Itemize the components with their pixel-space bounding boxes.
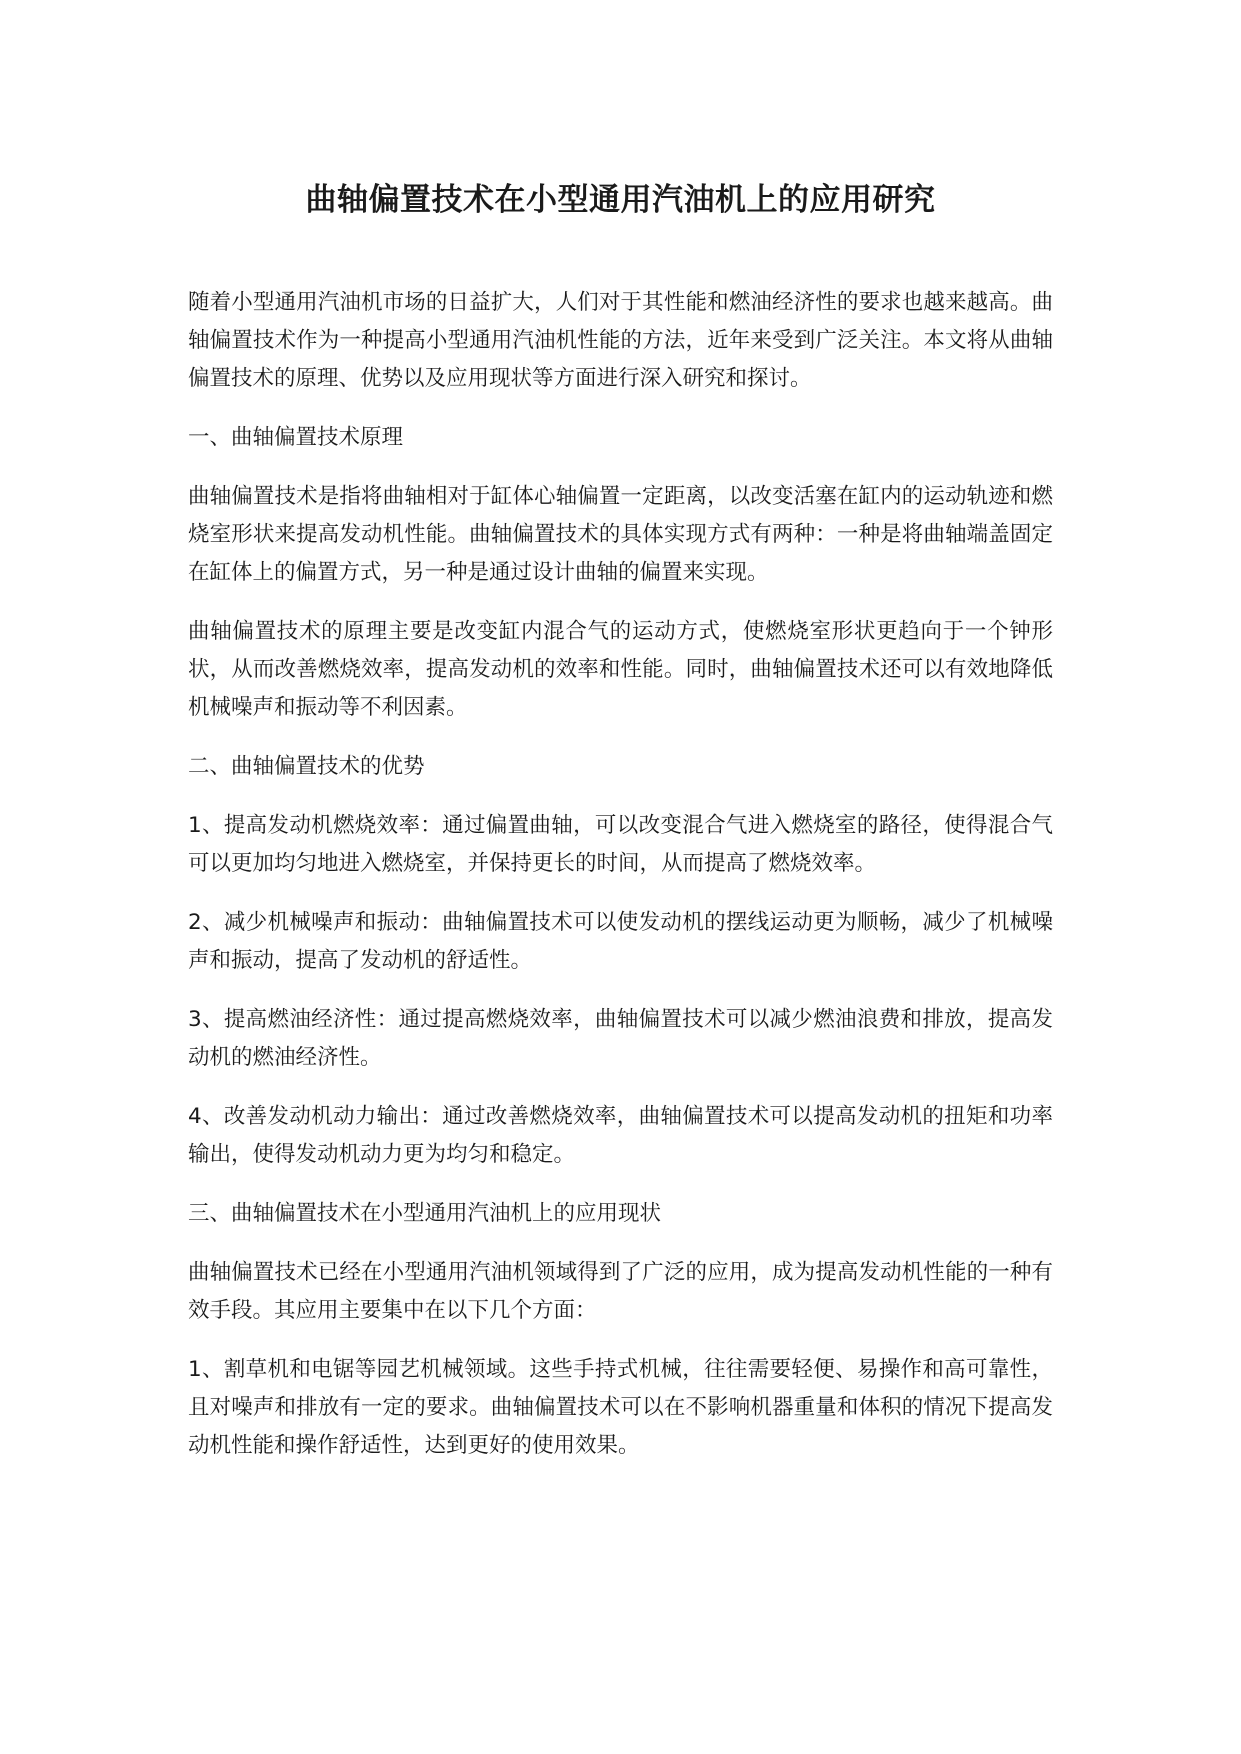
paragraph-principle-definition: 曲轴偏置技术是指将曲轴相对于缸体心轴偏置一定距离，以改变活塞在缸内的运动轨迹和燃烧室形状来提高发动机性能。曲轴偏置技术的具体实现方式有两种：一种是将曲轴端盖固定在缸体上的偏置方式，另一种是通过设计曲轴的偏置来实现。: [188, 484, 1053, 585]
paragraph-advantage-3: 3、提高燃油经济性：通过提高燃烧效率，曲轴偏置技术可以减少燃油浪费和排放，提高发动机的燃油经济性。: [188, 1007, 1053, 1070]
section-heading-application: 三、曲轴偏置技术在小型通用汽油机上的应用现状: [188, 1201, 662, 1226]
document-body: [188, 284, 1053, 1486]
paragraph-principle-mechanism: 曲轴偏置技术的原理主要是改变缸内混合气的运动方式，使燃烧室形状更趋向于一个钟形状，从而改善燃烧效率，提高发动机的效率和性能。同时，曲轴偏置技术还可以有效地降低机械噪声和振动等不利因素。: [188, 619, 1053, 720]
section-heading-advantages: 二、曲轴偏置技术的优势: [188, 754, 425, 779]
section-heading-principle: 一、曲轴偏置技术原理: [188, 425, 404, 450]
paragraph-advantage-2: 2、减少机械噪声和振动：曲轴偏置技术可以使发动机的摆线运动更为顺畅，减少了机械噪声和振动，提高了发动机的舒适性。: [188, 910, 1053, 973]
paragraph-advantage-4: 4、改善发动机动力输出：通过改善燃烧效率，曲轴偏置技术可以提高发动机的扭矩和功率输出，使得发动机动力更为均匀和稳定。: [188, 1104, 1053, 1167]
paragraph-application-1: 1、割草机和电锯等园艺机械领域。这些手持式机械，往往需要轻便、易操作和高可靠性，且对噪声和排放有一定的要求。曲轴偏置技术可以在不影响机器重量和体积的情况下提高发动机性能和操作舒适性，达到更好的使用效果。: [188, 1357, 1053, 1458]
page-title: 曲轴偏置技术在小型通用汽油机上的应用研究: [305, 182, 936, 218]
paragraph-intro: 随着小型通用汽油机市场的日益扩大，人们对于其性能和燃油经济性的要求也越来越高。曲轴偏置技术作为一种提高小型通用汽油机性能的方法，近年来受到广泛关注。本文将从曲轴偏置技术的原理、优势以及应用现状等方面进行深入研究和探讨。: [188, 290, 1053, 391]
paragraph-application-intro: 曲轴偏置技术已经在小型通用汽油机领域得到了广泛的应用，成为提高发动机性能的一种有效手段。其应用主要集中在以下几个方面：: [188, 1260, 1053, 1323]
paragraph-advantage-1: 1、提高发动机燃烧效率：通过偏置曲轴，可以改变混合气进入燃烧室的路径，使得混合气可以更加均匀地进入燃烧室，并保持更长的时间，从而提高了燃烧效率。: [188, 813, 1053, 876]
